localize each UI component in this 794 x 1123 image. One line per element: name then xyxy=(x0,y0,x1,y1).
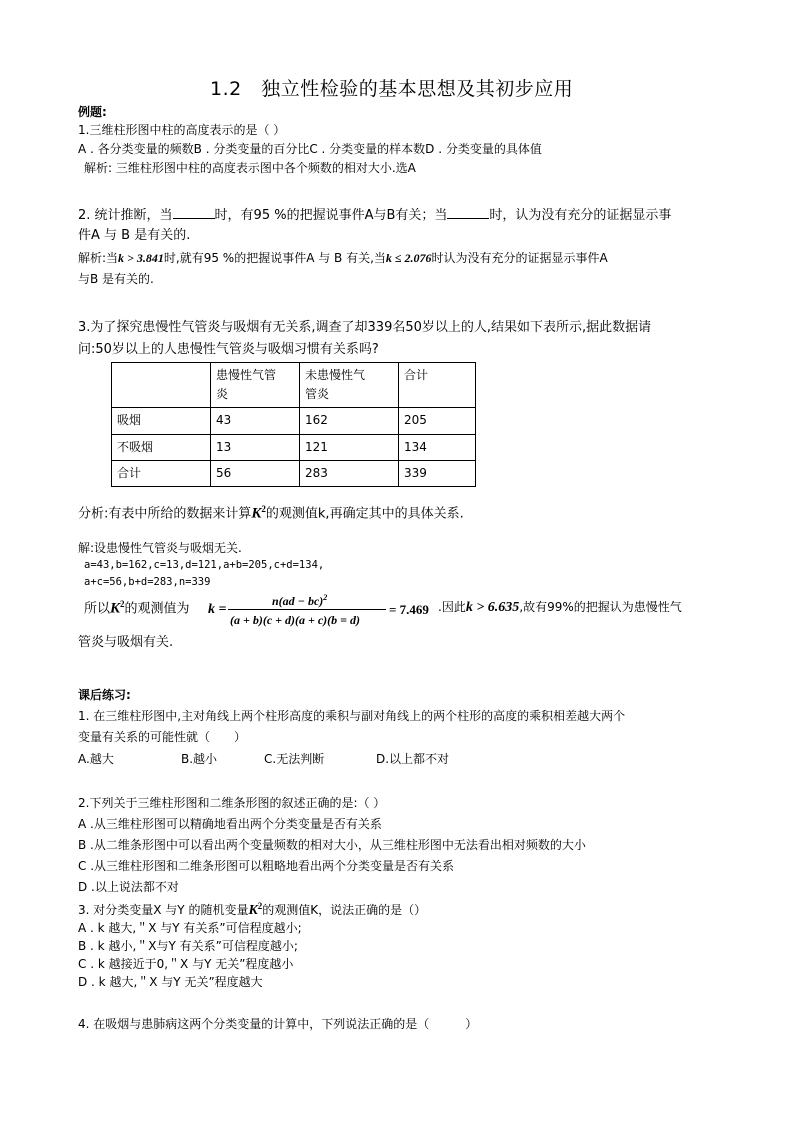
homework-heading: 课后练习: xyxy=(78,688,131,702)
q3-analysis-b: 的观测值k,再确定其中的具体关系. xyxy=(265,506,464,522)
q3-conclusion-a: .因此 xyxy=(438,600,466,614)
h2-option-b: B .从二维条形图中可以看出两个变量频数的相对大小，从三维柱形图中无法看出相对频数的大小 xyxy=(78,838,586,852)
table-cell: 121 xyxy=(300,434,399,460)
formula-denominator: (a + b)(c + d)(a + c)(b = d) xyxy=(230,613,360,627)
q3-conclusion-b: ,故有99%的把握认为患慢性气 xyxy=(519,600,682,614)
h3-option-d: D . k 越大,＂X 与Y 无关”程度越大 xyxy=(78,975,263,989)
table-header-cell xyxy=(112,363,211,408)
page-title: 1.2 独立性检验的基本思想及其初步应用 xyxy=(210,78,574,100)
table-cell: 283 xyxy=(300,460,399,486)
q2-analysis-line2: 与B 是有关的. xyxy=(78,272,154,286)
table-cell: 205 xyxy=(399,408,476,434)
h3-option-a: A . k 越大,＂X 与Y 有关系”可信程度越小; xyxy=(78,921,302,935)
table-header-row xyxy=(112,363,476,408)
table-cell: 43 xyxy=(211,408,300,434)
h1-stem-line2: 变量有关系的可能性就（ ） xyxy=(78,730,247,744)
q3-conclusion xyxy=(438,601,682,615)
q2-stem-a: 2. 统计推断，当 xyxy=(78,208,173,223)
fraction-bar xyxy=(228,609,386,610)
q3-conclusion-k: k > 6.635 xyxy=(465,600,520,615)
q3-conclusion-line2: 管炎与吸烟有关. xyxy=(78,635,174,650)
h4-stem: 4. 在吸烟与患肺病这两个分类变量的计算中，下列说法正确的是（ ） xyxy=(78,1017,478,1031)
q2-stem xyxy=(78,207,671,222)
h3-option-b: B . k 越小,＂X与Y 有关系”可信程度越小; xyxy=(78,939,298,953)
q1-options: A . 各分类变量的频数B . 分类变量的百分比C . 分类变量的样本数D . 分类变量的具体值 xyxy=(78,142,542,156)
k-squared-symbol: K xyxy=(248,903,258,918)
q2-k1: k > 3.841 xyxy=(118,251,164,265)
formula-numerator: n(ad − bc)$^2$ xyxy=(272,593,328,608)
q2-analysis-c: 时认为没有充分的证据显示事件A xyxy=(431,251,608,265)
q2-stem-c: 时，认为没有充分的证据显示事 xyxy=(489,208,672,223)
q3-so-line xyxy=(84,600,190,616)
h1-stem-line1: 1. 在三维柱形图中,主对角线上两个柱形高度的乘积与副对角线上的两个柱形的高度的乘积相差越大两个 xyxy=(78,709,626,723)
table-cell: 不吸烟 xyxy=(112,434,211,460)
q3-analysis xyxy=(78,505,464,521)
k-squared-symbol: K xyxy=(110,600,121,617)
table-header-cell: 未患慢性气 管炎 xyxy=(300,363,399,408)
formula-result: = 7.469 xyxy=(389,602,429,617)
examples-heading: 例题: xyxy=(78,105,107,119)
q2-analysis-a: 解析:当 xyxy=(78,251,119,265)
k-squared-exponent: 2 xyxy=(120,599,125,609)
q1-analysis: 解析: 三维柱形图中柱的高度表示图中各个频数的相对大小.选A xyxy=(84,161,416,175)
q2-analysis-b: 时,就有95 %的把握说事件A 与 B 有关,当 xyxy=(163,251,386,265)
table-cell: 339 xyxy=(399,460,476,486)
table-cell: 合计 xyxy=(112,460,211,486)
table-cell: 吸烟 xyxy=(112,408,211,434)
k-squared-symbol: K xyxy=(251,505,262,522)
k-squared-exponent: 2 xyxy=(257,901,263,911)
q3-values-line1: a=43,b=162,c=13,d=121,a+b=205,c+d=134, xyxy=(84,559,325,571)
k-squared-exponent: 2 xyxy=(261,504,266,514)
q3-stem-line1: 3.为了探究患慢性气管炎与吸烟有无关系,调查了却339名50岁以上的人,结果如下表所示,据此数据请 xyxy=(78,320,652,335)
h1-option-b: B.越小 xyxy=(181,752,218,766)
smoking-bronchitis-table xyxy=(111,362,476,487)
h2-option-c: C .从三维柱形图和二维条形图可以粗略地看出两个分类变量是否有关系 xyxy=(78,859,455,873)
h3-stem xyxy=(78,902,426,918)
h1-option-d: D.以上都不对 xyxy=(376,752,450,766)
h2-option-d: D .以上说法都不对 xyxy=(78,880,179,894)
q2-k2: k ≤ 2.076 xyxy=(385,251,432,265)
h3-stem-b: 的观测值K，说法正确的是（） xyxy=(262,903,427,917)
table-row xyxy=(112,408,476,434)
h2-stem: 2.下列关于三维柱形图和二维条形图的叙述正确的是:（ ） xyxy=(78,796,386,810)
q2-blank-2 xyxy=(447,207,489,219)
table-cell: 162 xyxy=(300,408,399,434)
q3-stem-line2: 问:50岁以上的人患慢性气管炎与吸烟习惯有关系吗? xyxy=(78,342,379,357)
h2-option-a: A .从三维柱形图可以精确地看出两个分类变量是否有关系 xyxy=(78,817,382,831)
q2-stem-line2: 件A 与 B 是有关的. xyxy=(78,228,191,243)
q2-analysis xyxy=(78,252,608,264)
q1-stem: 1.三维柱形图中柱的高度表示的是（ ） xyxy=(78,123,286,137)
q3-values-line2: a+c=56,b+d=283,n=339 xyxy=(84,576,211,588)
q3-so-b: 的观测值为 xyxy=(124,601,190,617)
q2-blank-1 xyxy=(173,207,215,219)
table-header-cell: 合计 xyxy=(399,363,476,408)
h3-stem-a: 3. 对分类变量X 与Y 的随机变量 xyxy=(78,903,249,917)
q2-stem-b: 时，有95 %的把握说事件A与B有关；当 xyxy=(214,208,448,223)
table-cell: 134 xyxy=(399,434,476,460)
table-cell: 13 xyxy=(211,434,300,460)
h1-option-a: A.越大 xyxy=(78,752,114,766)
q3-solution-heading: 解:设患慢性气管炎与吸烟无关. xyxy=(78,541,242,555)
q3-analysis-a: 分析:有表中所给的数据来计算 xyxy=(78,506,252,522)
table-header-cell: 患慢性气管 炎 xyxy=(211,363,300,408)
h1-option-c: C.无法判断 xyxy=(264,752,325,766)
h3-option-c: C . k 越接近于0,＂X 与Y 无关”程度越小 xyxy=(78,957,294,971)
table-row xyxy=(112,434,476,460)
q3-so-a: 所以 xyxy=(84,601,111,617)
formula-k: k = xyxy=(208,602,227,617)
table-row xyxy=(112,460,476,486)
table-cell: 56 xyxy=(211,460,300,486)
